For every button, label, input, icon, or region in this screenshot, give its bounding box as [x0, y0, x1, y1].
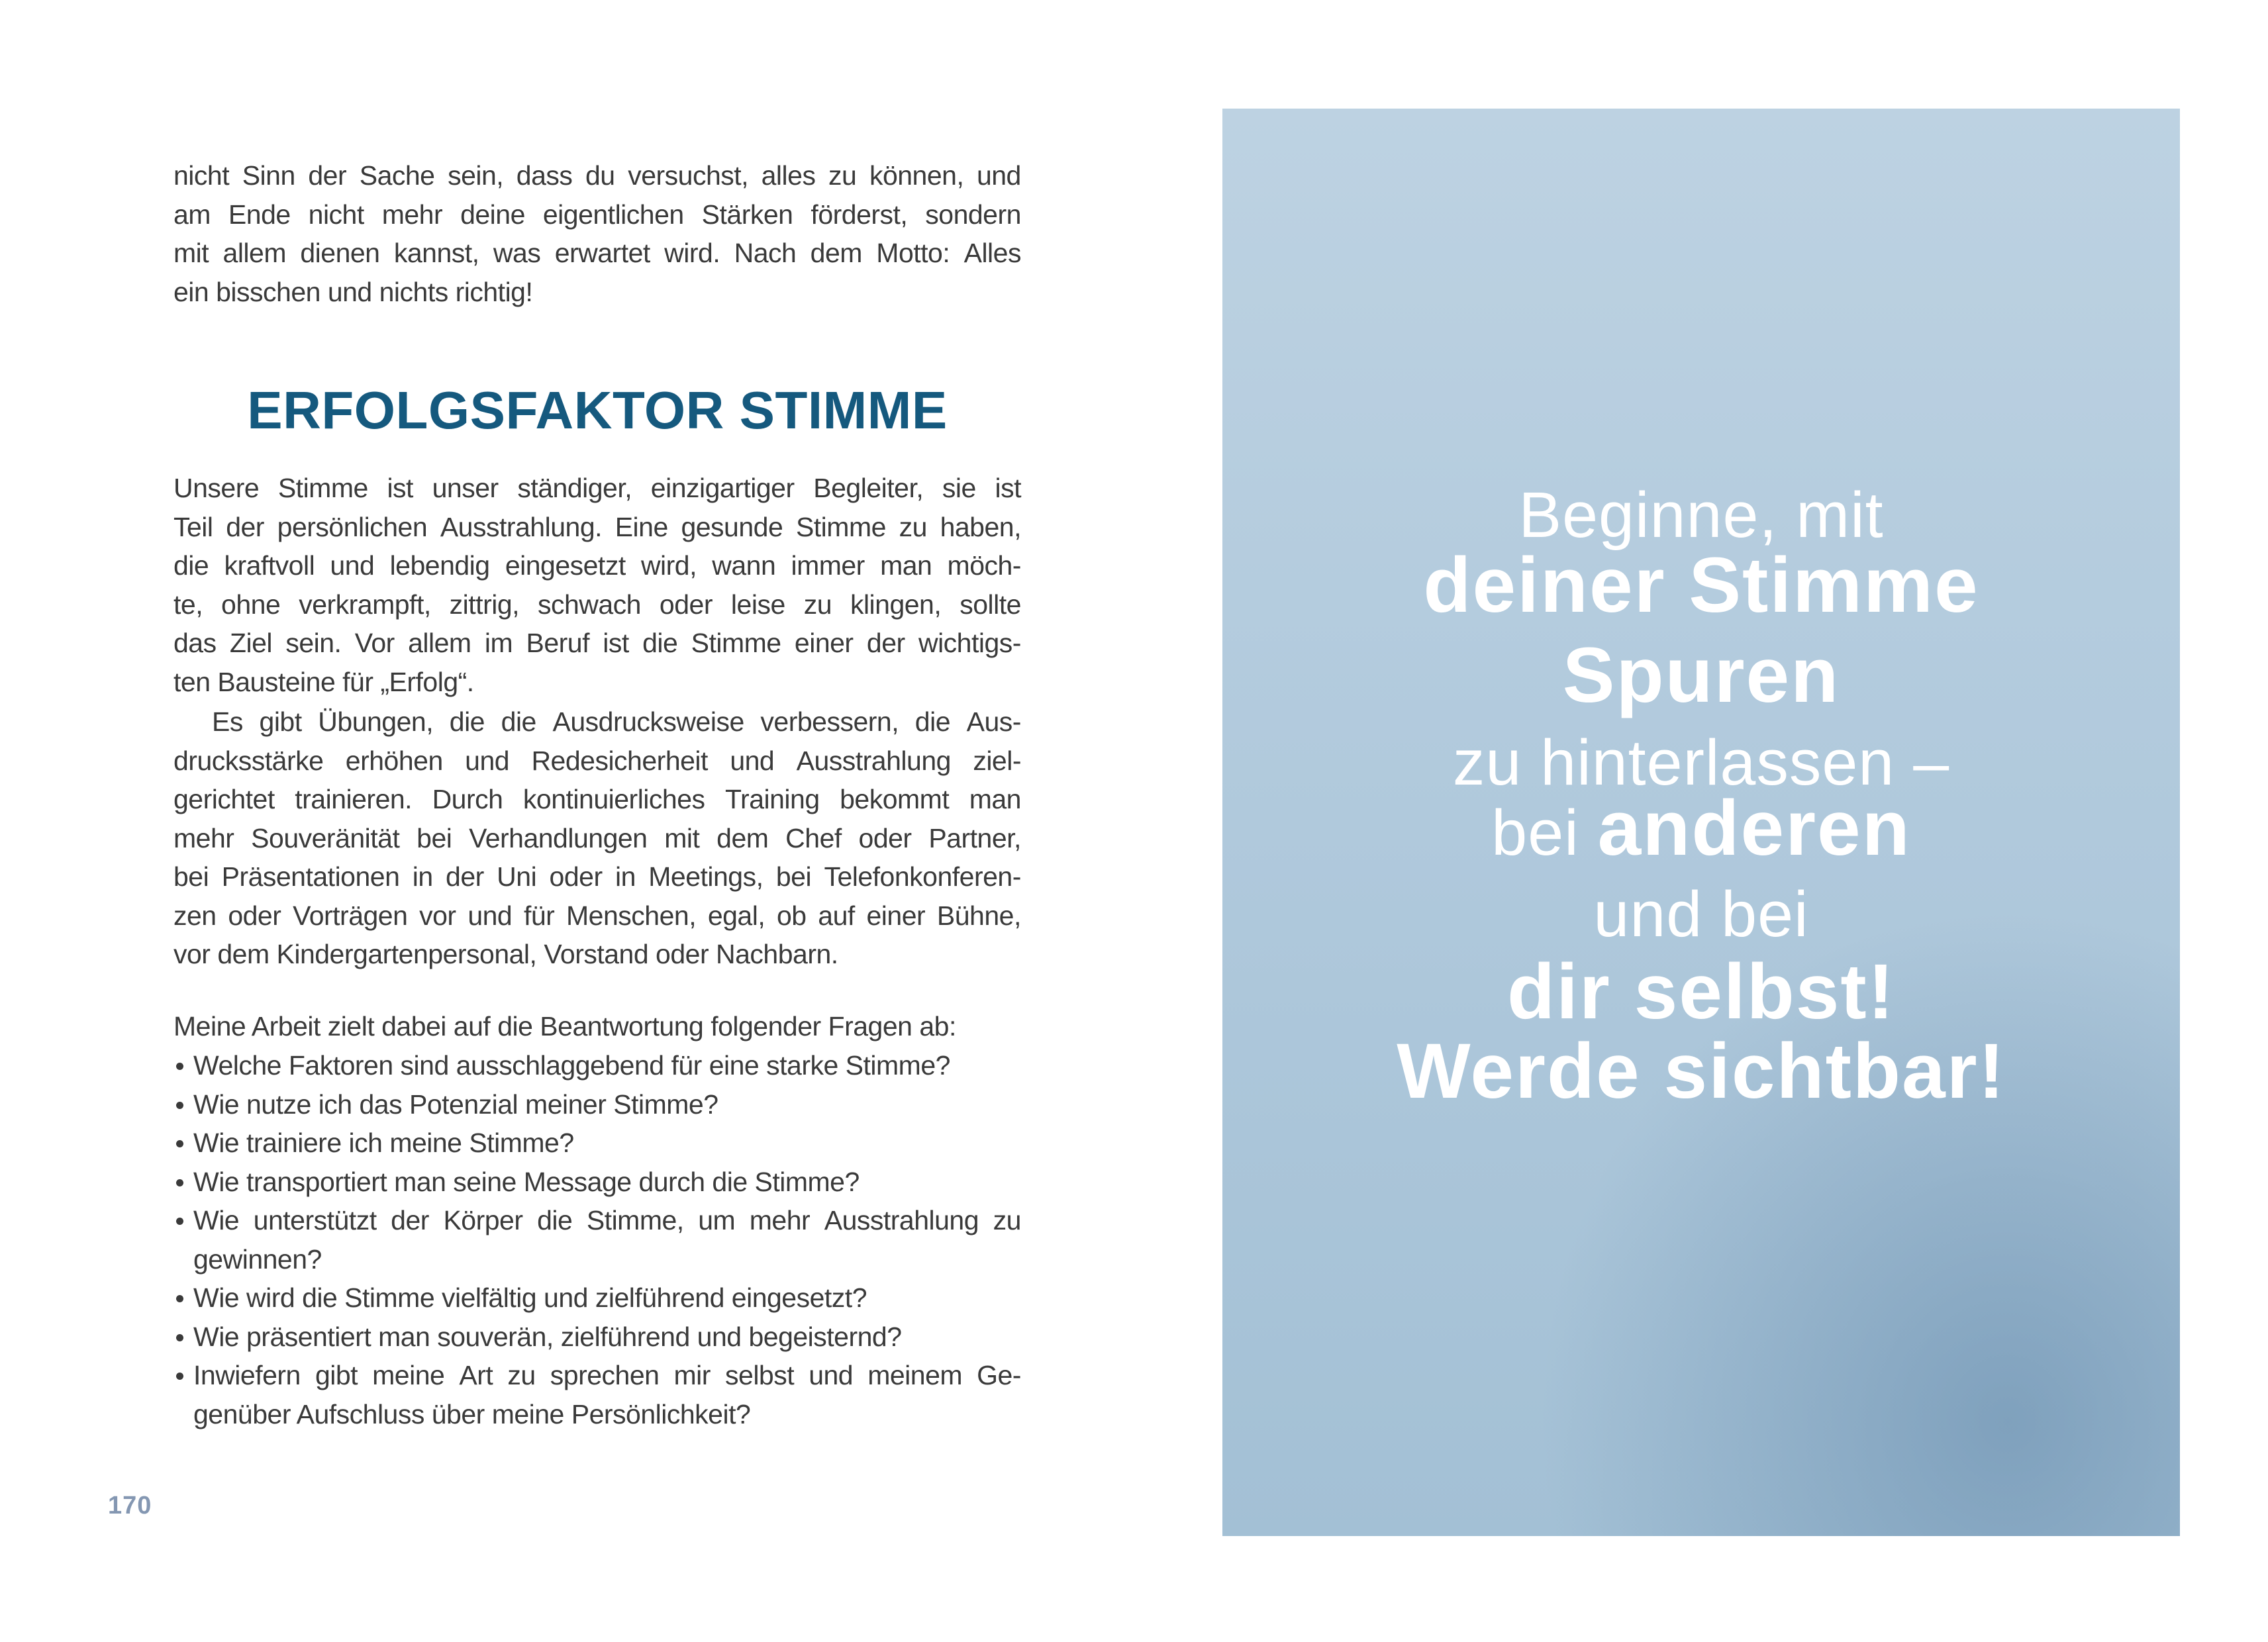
text-line: Inwiefern gibt meine Art zu sprechen mir selbst und meinem Ge-: [193, 1360, 1021, 1390]
text-line: nicht Sinn der Sache sein, dass du versuchst, alles zu können, und: [173, 160, 1021, 191]
questions-intro-line: Meine Arbeit zielt dabei auf die Beantwortung folgender Fragen ab:: [173, 1011, 956, 1041]
quote-segment: zu hinterlassen –: [1452, 726, 1950, 798]
bullet-item: [173, 1318, 1021, 1357]
text-line: drucksstärke erhöhen und Redesicherheit und Ausstrahlung ziel-: [173, 745, 1021, 776]
text-line: Unsere Stimme ist unser ständiger, einzigartiger Begleiter, sie ist: [173, 473, 1021, 503]
text-line: Wie unterstützt der Körper die Stimme, um mehr Ausstrahlung zu: [193, 1205, 1021, 1235]
quote-segment: Werde sichtbar!: [1397, 1028, 2006, 1115]
quote-segment: deiner Stimme: [1423, 542, 1979, 629]
quote-segment: Spuren: [1562, 632, 1840, 719]
bullet-item: [173, 1124, 1021, 1163]
quote-line: [1222, 785, 2180, 871]
quote-panel: [1222, 109, 2180, 1536]
question-bullet-list: [173, 1046, 1021, 1433]
text-line: Wie trainiere ich meine Stimme?: [193, 1128, 574, 1158]
text-line: Wie transportiert man seine Message durch die Stimme?: [193, 1166, 860, 1197]
page-number: 170: [108, 1492, 152, 1520]
text-line: mehr Souveränität bei Verhandlungen mit dem Chef oder Partner,: [173, 822, 1021, 853]
text-line: Wie nutze ich das Potenzial meiner Stimme?: [193, 1088, 718, 1120]
text-line: mit allem dienen kannst, was erwartet wird. Nach dem Motto: Alles: [173, 238, 1021, 268]
text-line: die kraftvoll und lebendig eingesetzt wird, wann immer man möch-: [173, 550, 1021, 581]
paragraph-1: [173, 156, 1021, 311]
questions-intro: [173, 1007, 1021, 1046]
text-line: ten Bausteine für „Erfolg“.: [173, 666, 474, 697]
bullet-item: [173, 1085, 1021, 1124]
bullet-item: [173, 1279, 1021, 1318]
quote-segment: anderen: [1597, 785, 1911, 872]
quote-segment: bei: [1491, 797, 1598, 869]
quote-line: [1222, 949, 2180, 1035]
quote-line: [1222, 632, 2180, 718]
quote-segment: dir selbst!: [1507, 948, 1895, 1036]
text-line: vor dem Kindergartenpersonal, Vorstand oder Nachbarn.: [173, 939, 838, 969]
text-line: Wie präsentiert man souverän, zielführend und begeisternd?: [193, 1321, 902, 1352]
text-line: Es gibt Übungen, die die Ausdrucksweise verbessern, die Aus-: [212, 706, 1021, 737]
quote-segment: Beginne, mit: [1518, 479, 1884, 551]
text-line: gewinnen?: [193, 1243, 322, 1275]
text-line: bei Präsentationen in der Uni oder in Meetings, bei Telefonkonferen-: [173, 861, 1021, 892]
text-line: Teil der persönlichen Ausstrahlung. Eine gesunde Stimme zu haben,: [173, 511, 1021, 542]
text-line: gerichtet trainieren. Durch kontinuierliches Training bekommt man: [173, 784, 1021, 814]
text-line: das Ziel sein. Vor allem im Beruf ist die Stimme einer der wichtigs-: [173, 628, 1021, 658]
section-heading: ERFOLGSFAKTOR STIMME: [247, 381, 948, 440]
text-line: Wie wird die Stimme vielfältig und zielführend eingesetzt?: [193, 1282, 867, 1313]
bullet-item: [173, 1163, 1021, 1202]
quote-line: [1222, 1028, 2180, 1114]
bullet-item: [173, 1201, 1021, 1279]
quote-line: [1222, 871, 2180, 957]
paragraph-3: [173, 702, 1021, 974]
quote-segment: und bei: [1593, 878, 1809, 950]
bullet-item: [173, 1046, 1021, 1085]
text-line: Welche Faktoren sind ausschlaggebend für eine starke Stimme?: [193, 1050, 950, 1081]
text-line: am Ende nicht mehr deine eigentlichen Stärken förderst, sondern: [173, 199, 1021, 230]
bullet-item: [173, 1356, 1021, 1433]
text-line: ein bisschen und nichts richtig!: [173, 276, 533, 307]
text-line: te, ohne verkrampft, zittrig, schwach oder leise zu klingen, sollte: [173, 589, 1021, 620]
text-line: zen oder Vorträgen vor und für Menschen, egal, ob auf einer Bühne,: [173, 900, 1021, 931]
text-line: genüber Aufschluss über meine Persönlichkeit?: [193, 1398, 751, 1429]
quote-line: [1222, 542, 2180, 628]
paragraph-2: [173, 469, 1021, 701]
